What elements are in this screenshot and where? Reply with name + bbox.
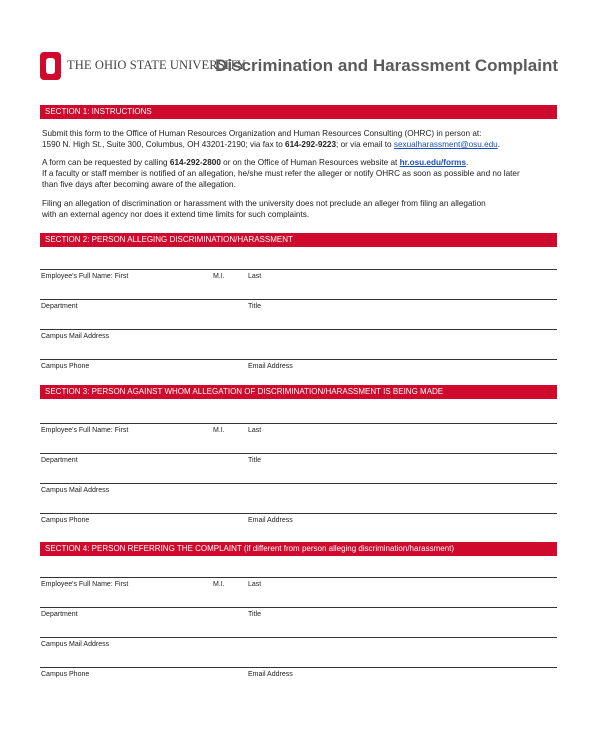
email-address-label: Email Address bbox=[248, 363, 293, 370]
phone-input-line[interactable] bbox=[40, 513, 557, 514]
instructions-text: If a faculty or staff member is notified of an allegation, he/she must refer the alleger or notify OHRC as soon as possible and no later bbox=[42, 169, 520, 179]
mail-address-input-line[interactable] bbox=[40, 329, 557, 330]
instructions-text: Submit this form to the Office of Human Resources Organization and Human Resources Consulting (OHRC) in person at: bbox=[42, 129, 482, 138]
document-header bbox=[40, 50, 560, 84]
section-1-header: SECTION 1: INSTRUCTIONS bbox=[40, 105, 557, 119]
department-input-line[interactable] bbox=[40, 453, 557, 454]
section-3-header: SECTION 3: PERSON AGAINST WHOM ALLEGATION OF DISCRIMINATION/HARASSMENT IS BEING MADE bbox=[40, 385, 557, 399]
department-input-line[interactable] bbox=[40, 299, 557, 300]
department-label: Department bbox=[41, 303, 78, 310]
instructions-text: Filing an allegation of discrimination or harassment with the university does not preclude an alleger from filing an allegation bbox=[42, 199, 486, 208]
email-link[interactable]: sexualharassment@osu.edu bbox=[393, 140, 498, 150]
campus-mail-label: Campus Mail Address bbox=[41, 333, 110, 340]
mi-label: M.I. bbox=[213, 427, 225, 434]
instructions-address-line: 1590 N. High St., Suite 300, Columbus, OH 43201-2190; via fax to 614-292-9223; or via email to sexualharassment@osu.edu. bbox=[42, 140, 501, 150]
campus-phone-label: Campus Phone bbox=[41, 517, 90, 524]
name-input-line[interactable] bbox=[40, 577, 557, 578]
instructions-paragraph-3 bbox=[42, 198, 552, 220]
section-4-header: SECTION 4: PERSON REFERRING THE COMPLAINT (if different from person alleging discrimination/harassment) bbox=[40, 542, 557, 556]
mi-label: M.I. bbox=[213, 273, 225, 280]
mail-address-input-line[interactable] bbox=[40, 637, 557, 638]
campus-mail-label: Campus Mail Address bbox=[41, 641, 110, 648]
phone-number: 614-292-2800 bbox=[169, 158, 221, 167]
title-label: Title bbox=[248, 303, 261, 310]
phone-input-line[interactable] bbox=[40, 359, 557, 360]
name-input-line[interactable] bbox=[40, 423, 557, 424]
instructions-text: than five days after becoming aware of the allegation. bbox=[42, 180, 236, 190]
section-2-header: SECTION 2: PERSON ALLEGING DISCRIMINATION/HARASSMENT bbox=[40, 233, 557, 247]
last-name-label: Last bbox=[248, 581, 262, 588]
instructions-text: with an external agency nor does it extend time limits for such complaints. bbox=[42, 210, 310, 220]
fax-number: 614-292-9223 bbox=[285, 140, 337, 150]
department-label: Department bbox=[41, 611, 78, 618]
request-form-line: A form can be requested by calling 614-292-2800 or on the Office of Human Resources website at hr.osu.edu/forms. bbox=[42, 158, 469, 167]
university-name: THE OHIO STATE UNIVERSITY bbox=[67, 58, 246, 72]
full-name-label: Employee's Full Name: First bbox=[41, 581, 129, 588]
department-label: Department bbox=[41, 457, 78, 464]
last-name-label: Last bbox=[248, 427, 262, 434]
full-name-label: Employee's Full Name: First bbox=[41, 427, 129, 434]
campus-phone-label: Campus Phone bbox=[41, 363, 90, 370]
mail-address-input-line[interactable] bbox=[40, 483, 557, 484]
instructions-paragraph-2 bbox=[42, 157, 552, 191]
hr-forms-link[interactable]: hr.osu.edu/forms bbox=[399, 158, 467, 167]
ohio-state-block-o-logo bbox=[40, 52, 61, 80]
phone-input-line[interactable] bbox=[40, 667, 557, 668]
campus-phone-label: Campus Phone bbox=[41, 671, 90, 678]
mi-label: M.I. bbox=[213, 581, 225, 588]
document-title: Discrimination and Harassment Complaint bbox=[215, 56, 558, 75]
email-address-label: Email Address bbox=[248, 671, 293, 678]
name-input-line[interactable] bbox=[40, 269, 557, 270]
instructions-paragraph-1 bbox=[42, 128, 552, 150]
last-name-label: Last bbox=[248, 273, 262, 280]
title-label: Title bbox=[248, 457, 261, 464]
email-address-label: Email Address bbox=[248, 517, 293, 524]
title-label: Title bbox=[248, 611, 261, 618]
full-name-label: Employee's Full Name: First bbox=[41, 273, 129, 280]
department-input-line[interactable] bbox=[40, 607, 557, 608]
campus-mail-label: Campus Mail Address bbox=[41, 487, 110, 494]
